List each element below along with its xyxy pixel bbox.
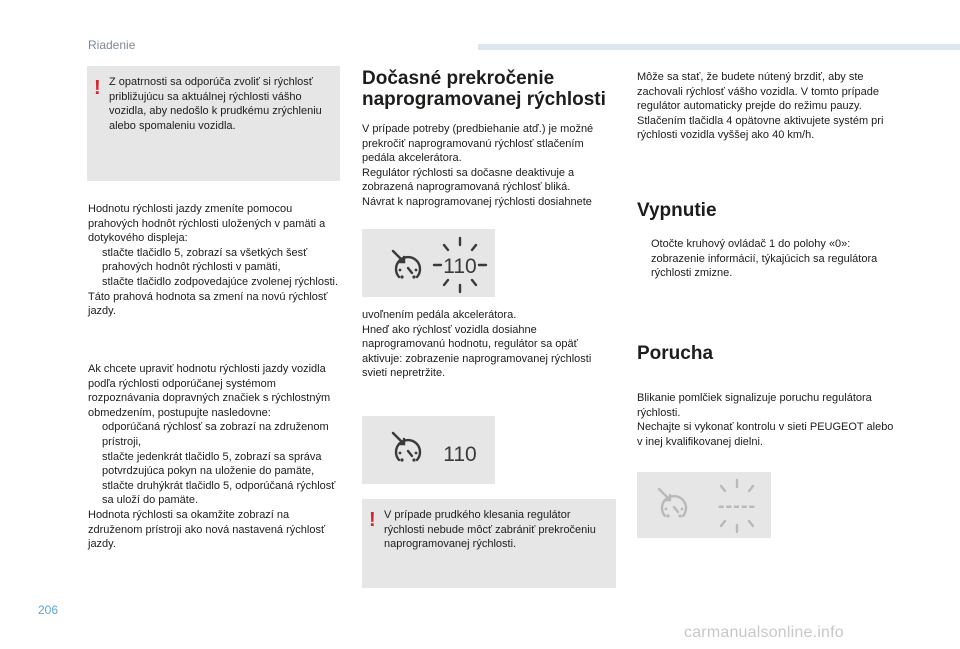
column2-text [362, 122, 618, 210]
warning-box-speed-choice [87, 66, 340, 181]
paragraph: Regulátor rýchlosti sa dočasne deaktivuje a zobrazená naprogramovaná rýchlosť bliká. [362, 166, 575, 194]
list-item-text: stlačte druhýkrát tlačidlo 5, odporúčaná rýchlosť sa uloží do pamäte. [102, 479, 336, 507]
speed-limiter-flashing-illustration [362, 229, 495, 297]
list-item [88, 420, 340, 449]
speed-value: 110 [443, 443, 477, 466]
column3-off-text [637, 237, 897, 281]
bullet-icon [637, 237, 651, 281]
heading-line: Dočasné prekročenie [362, 68, 555, 89]
speed-limiter-fault-illustration [637, 472, 771, 538]
list-item-text: odporúčaná rýchlosť sa zobrazí na združenom prístroji, [102, 421, 329, 448]
warning-text: Z opatrnosti sa odporúča zvoliť si rýchlosť približujúcu sa aktuálnej rýchlosti vášho vozidla, aby nedošlo k prudkému zrýchleniu alebo spomaleniu vozidla. [109, 76, 322, 132]
paragraph: Môže sa stať, že budete nútený brzdiť, aby ste zachovali rýchlosť vášho vozidla. V tomto prípade regulátor automaticky prejde do režimu pauzy. [637, 71, 879, 113]
column1-text-2 [88, 362, 340, 552]
list-item [88, 246, 340, 275]
list-item-text: stlačte tlačidlo zodpovedajúce zvolenej rýchlosti. [102, 275, 339, 288]
column3-fault-text [637, 391, 897, 449]
paragraph: uvoľnením pedála akcelerátora. [362, 309, 517, 321]
warning-icon: ! [369, 509, 376, 531]
watermark: carmanualsonline.info [684, 624, 844, 641]
paragraph: Hodnotu rýchlosti jazdy zmeníte pomocou prahových hodnôt rýchlosti uložených v pamäti a dotykového displeja: [88, 203, 326, 245]
bullet-icon [88, 246, 102, 275]
list-item [637, 237, 897, 281]
paragraph: Hneď ako rýchlosť vozidla dosiahne naprogramovanú hodnotu, regulátor sa opäť aktivuje: zobrazenie naprogramovanej rýchlosti svieti nepretržite. [362, 323, 592, 380]
cruise-control-steady-icon [362, 416, 495, 484]
section-title: Riadenie [88, 38, 136, 52]
cruise-control-fault-icon [637, 472, 771, 538]
column3-text [637, 70, 897, 143]
list-item [88, 450, 340, 479]
fault-dashes: ----- [717, 495, 757, 517]
list-item-text: Otočte kruhový ovládač 1 do polohy «0»: zobrazenie informácií, týkajúcich sa regulátora rýchlosti zmizne. [651, 238, 878, 280]
bullet-icon [88, 479, 102, 508]
bullet-icon [88, 275, 102, 290]
cruise-control-flashing-icon [362, 229, 495, 297]
paragraph: Hodnota rýchlosti sa okamžite zobrazí na združenom prístroji ako nová nastavená rýchlosť jazdy. [88, 508, 326, 551]
paragraph: Stlačením tlačidla 4 opätovne aktivujete systém pri rýchlosti vozidla vyššej ako 40 km/h. [637, 114, 884, 142]
heading-line: naprogramovanej rýchlosti [362, 89, 606, 110]
section-heading-temporary-exceed [362, 68, 622, 110]
page-number: 206 [38, 603, 59, 617]
header-bar [478, 44, 960, 50]
warning-icon: ! [94, 77, 101, 99]
warning-text: V prípade prudkého klesania regulátor rýchlosti nebude môcť zabrániť prekročeniu naprogramovanej rýchlosti. [384, 509, 596, 551]
paragraph: Táto prahová hodnota sa zmení na novú rýchlosť jazdy. [88, 290, 328, 318]
speed-value: 110 [443, 255, 477, 278]
list-item [88, 479, 340, 508]
paragraph: Ak chcete upraviť hodnotu rýchlosti jazdy vozidla podľa rýchlosti odporúčanej systémom rozpoznávania dopravných značiek s rýchlostným obmedzením, postupujte nasledovne: [88, 363, 331, 419]
speed-limiter-steady-illustration [362, 416, 495, 484]
list-item [88, 275, 340, 290]
list-item-text: stlačte tlačidlo 5, zobrazí sa všetkých šesť prahových hodnôt rýchlosti v pamäti, [102, 246, 308, 274]
paragraph: Návrat k naprogramovanej rýchlosti dosiahnete [362, 195, 592, 208]
paragraph: V prípade potreby (predbiehanie atď.) je možné prekročiť naprogramovanú rýchlosť stlačením pedála akcelerátora. [362, 123, 594, 165]
warning-box-downhill [362, 499, 616, 588]
column2-text-2 [362, 308, 618, 381]
section-heading-off: Vypnutie [637, 200, 717, 221]
paragraph: Blikanie pomlčiek signalizuje poruchu regulátora rýchlosti. [637, 392, 872, 419]
section-heading-fault: Porucha [637, 343, 714, 364]
bullet-icon [88, 450, 102, 479]
bullet-icon [88, 420, 102, 449]
paragraph: Nechajte si vykonať kontrolu v sieti PEUGEOT alebo v inej kvalifikovanej dielni. [637, 421, 894, 448]
list-item-text: stlačte jedenkrát tlačidlo 5, zobrazí sa správa potvrdzujúca pokyn na uloženie do pamäte, [102, 450, 322, 478]
column1-text [88, 202, 340, 319]
